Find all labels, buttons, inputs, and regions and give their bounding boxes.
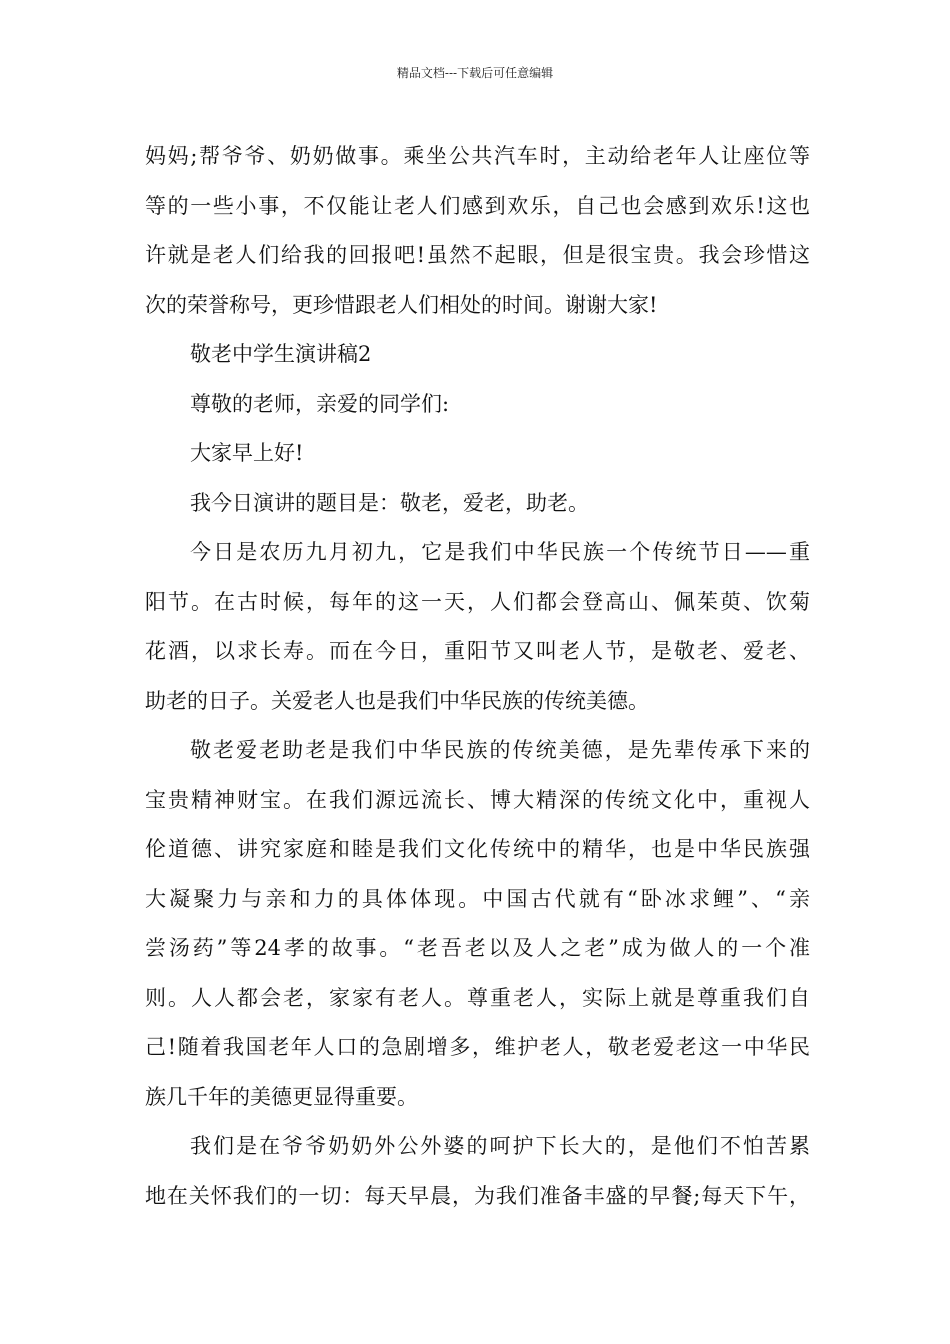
- text-line: 则。人人都会老，家家有老人。尊重老人，实际上就是尊重我们自: [145, 985, 810, 1010]
- text-line: 己!随着我国老年人口的急剧增多，维护老人，敬老爱老这一中华民: [145, 1035, 810, 1059]
- text-line: 助老的日子。关爱老人也是我们中华民族的传统美德。: [145, 688, 649, 713]
- text-line: 次的荣誉称号，更珍惜跟老人们相处的时间。谢谢大家!: [145, 292, 658, 317]
- text-line: 花酒，以求长寿。而在今日，重阳节又叫老人节，是敬老、爱老、: [145, 639, 810, 663]
- text-line: 许就是老人们给我的回报吧!虽然不起眼，但是很宝贵。我会珍惜这: [145, 243, 810, 267]
- text-line: 我们是在爷爷奶奶外公外婆的呵护下长大的，是他们不怕苦累: [190, 1134, 810, 1158]
- text-line: 族几千年的美德更显得重要。: [145, 1084, 418, 1109]
- greeting: 大家早上好!: [190, 441, 304, 465]
- page-header: 精品文档---下载后可任意编辑: [396, 66, 554, 80]
- text-line: 大凝聚力与亲和力的具体体现。中国古代就有“卧冰求鲤”、“亲: [145, 886, 810, 911]
- section-title: 敬老中学生演讲稿2: [190, 342, 372, 366]
- text-line: 今日是农历九月初九，它是我们中华民族一个传统节日——重: [190, 540, 810, 564]
- text-line: 尝汤药”等24孝的故事。“老吾老以及人之老”成为做人的一个准: [145, 936, 810, 960]
- text-line: 我今日演讲的题目是：敬老，爱老，助老。: [190, 490, 589, 515]
- document-body: [145, 132, 810, 1221]
- text-line: 敬老爱老助老是我们中华民族的传统美德，是先辈传承下来的: [190, 738, 810, 762]
- text-line: 阳节。在古时候，每年的这一天，人们都会登高山、佩茱萸、饮菊: [145, 589, 810, 614]
- text-line: 等的一些小事，不仅能让老人们感到欢乐，自己也会感到欢乐!这也: [145, 193, 810, 218]
- text-line: 宝贵精神财宝。在我们源远流长、博大精深的传统文化中，重视人: [145, 787, 810, 812]
- text-line: 妈妈;帮爷爷、奶奶做事。乘坐公共汽车时，主动给老年人让座位等: [145, 144, 810, 168]
- salutation: 尊敬的老师，亲爱的同学们:: [190, 391, 450, 416]
- text-line: 伦道德、讲究家庭和睦是我们文化传统中的精华，也是中华民族强: [145, 837, 810, 861]
- text-line: 地在关怀我们的一切：每天早晨，为我们准备丰盛的早餐;每天下午，: [145, 1183, 810, 1208]
